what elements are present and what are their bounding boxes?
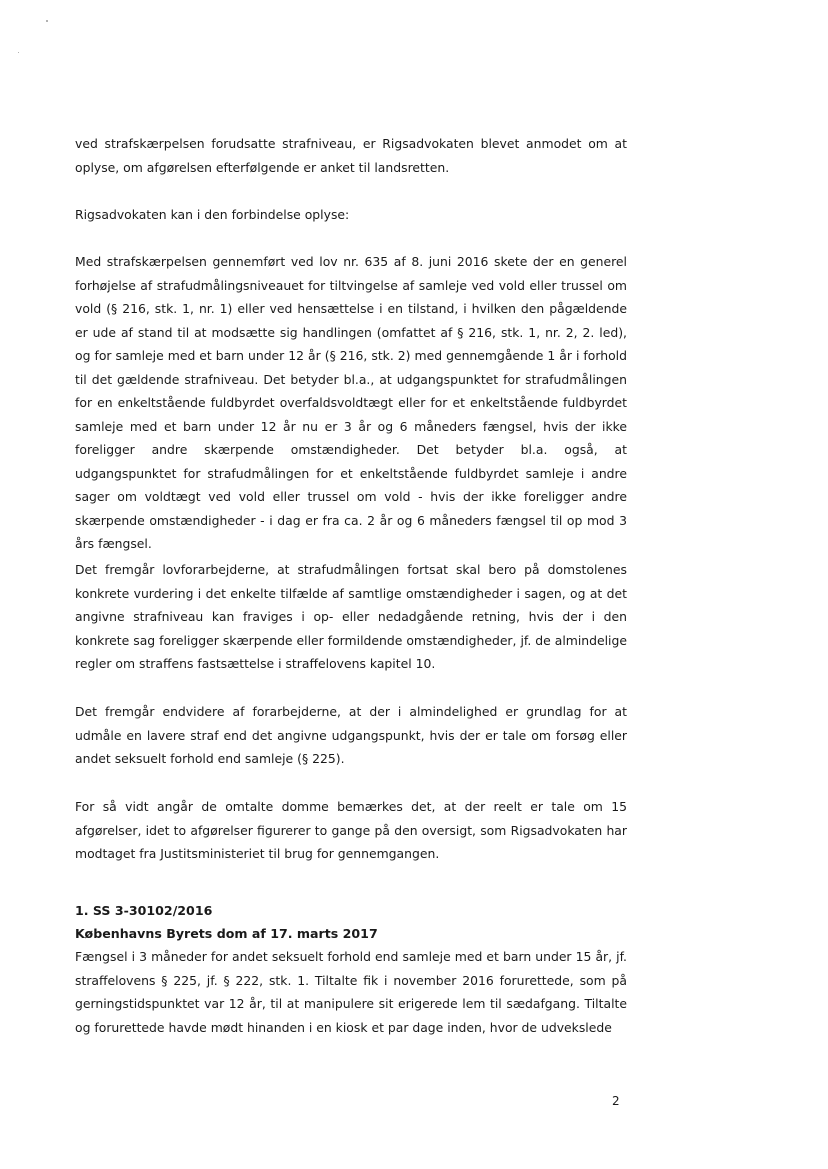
paragraph-rigsadvokaten-statement: Rigsadvokaten kan i den forbindelse oplyse: <box>75 207 350 222</box>
paragraph-strafskaerpelse: Med strafskærpelsen gennemført ved lov nr. 635 af 8. juni 2016 skete der en generel forhøjelse af strafudmålingsniveauet for tiltvingelse af samleje ved vold eller trussel om vold (§ 216, stk. 1, nr. 1) eller ved hensættelse i en tilstand, i hvilken den pågældende er ude af stand til at modsætte sig handlingen (omfattet af § 216, stk. 1, nr. 2, 2. led), og for samleje med et barn under 12 år (§ 216, stk. 2) med gennemgående 1 år i forhold til det gældende strafniveau. Det betyder bl.a., at udgangspunktet for strafudmålingen for en enkeltstående fuldbyrdet overfaldsvoldtægt eller for et enkeltstående fuldbyrdet samleje med et barn under 12 år nu er 3 år og 6 måneders fængsel, hvis der ikke foreligger andre skærpende omstændigheder. Det betyder bl.a. også, at udgangspunktet for strafudmålingen for et enkeltstående fuldbyrdet samleje i andre sager om voldtægt ved vold eller trussel om vold - hvis der ikke foreligger andre skærpende omstændigheder - i dag er fra ca. 2 år og 6 måneders fængsel til op mod 3 års fængsel. <box>75 254 627 551</box>
scan-speck <box>46 20 48 22</box>
paragraph-lovforarbejder: Det fremgår lovforarbejderne, at strafudmålingen fortsat skal bero på domstolenes konkrete vurdering i det enkelte tilfælde af samtlige omstændigheder i sagen, og at det angivne strafniveau kan fraviges i op- eller nedadgående retning, hvis der i den konkrete sag foreligger skærpende eller formildende omstændigheder, jf. de almindelige regler om straffens fastsættelse i straffelovens kapitel 10. <box>75 562 627 671</box>
paragraph-domme: For så vidt angår de omtalte domme bemærkes det, at der reelt er tale om 15 afgørelser, idet to afgørelser figurerer to gange på den oversigt, som Rigsadvokaten har modtaget fra Justitsministeriet til brug for gennemgangen. <box>75 799 627 861</box>
paragraph-forarbejder: Det fremgår endvidere af forarbejderne, at der i almindelighed er grundlag for at udmåle en lavere straf end det angivne udgangspunkt, hvis der er tale om forsøg eller andet seksuelt forhold end samleje (§ 225). <box>75 704 627 766</box>
section-case-number: 1. SS 3-30102/2016 <box>75 903 213 918</box>
scan-speck <box>18 52 19 53</box>
paragraph-intro: ved strafskærpelsen forudsatte strafniveau, er Rigsadvokaten blevet anmodet om at oplyse, om afgørelsen efterfølgende er anket til landsretten. <box>75 136 627 175</box>
section-case-title: Københavns Byrets dom af 17. marts 2017 <box>75 926 378 941</box>
page-number: 2 <box>612 1094 620 1108</box>
paragraph-case-body: Fængsel i 3 måneder for andet seksuelt forhold end samleje med et barn under 15 år, jf. straffelovens § 225, jf. § 222, stk. 1. Tiltalte fik i november 2016 forurettede, som på gerningstidspunktet var 12 år, til at manipulere sit erigerede lem til sædafgang. Tiltalte og forurettede havde mødt hinanden i en kiosk et par dage inden, hvor de udvekslede <box>75 949 627 1035</box>
